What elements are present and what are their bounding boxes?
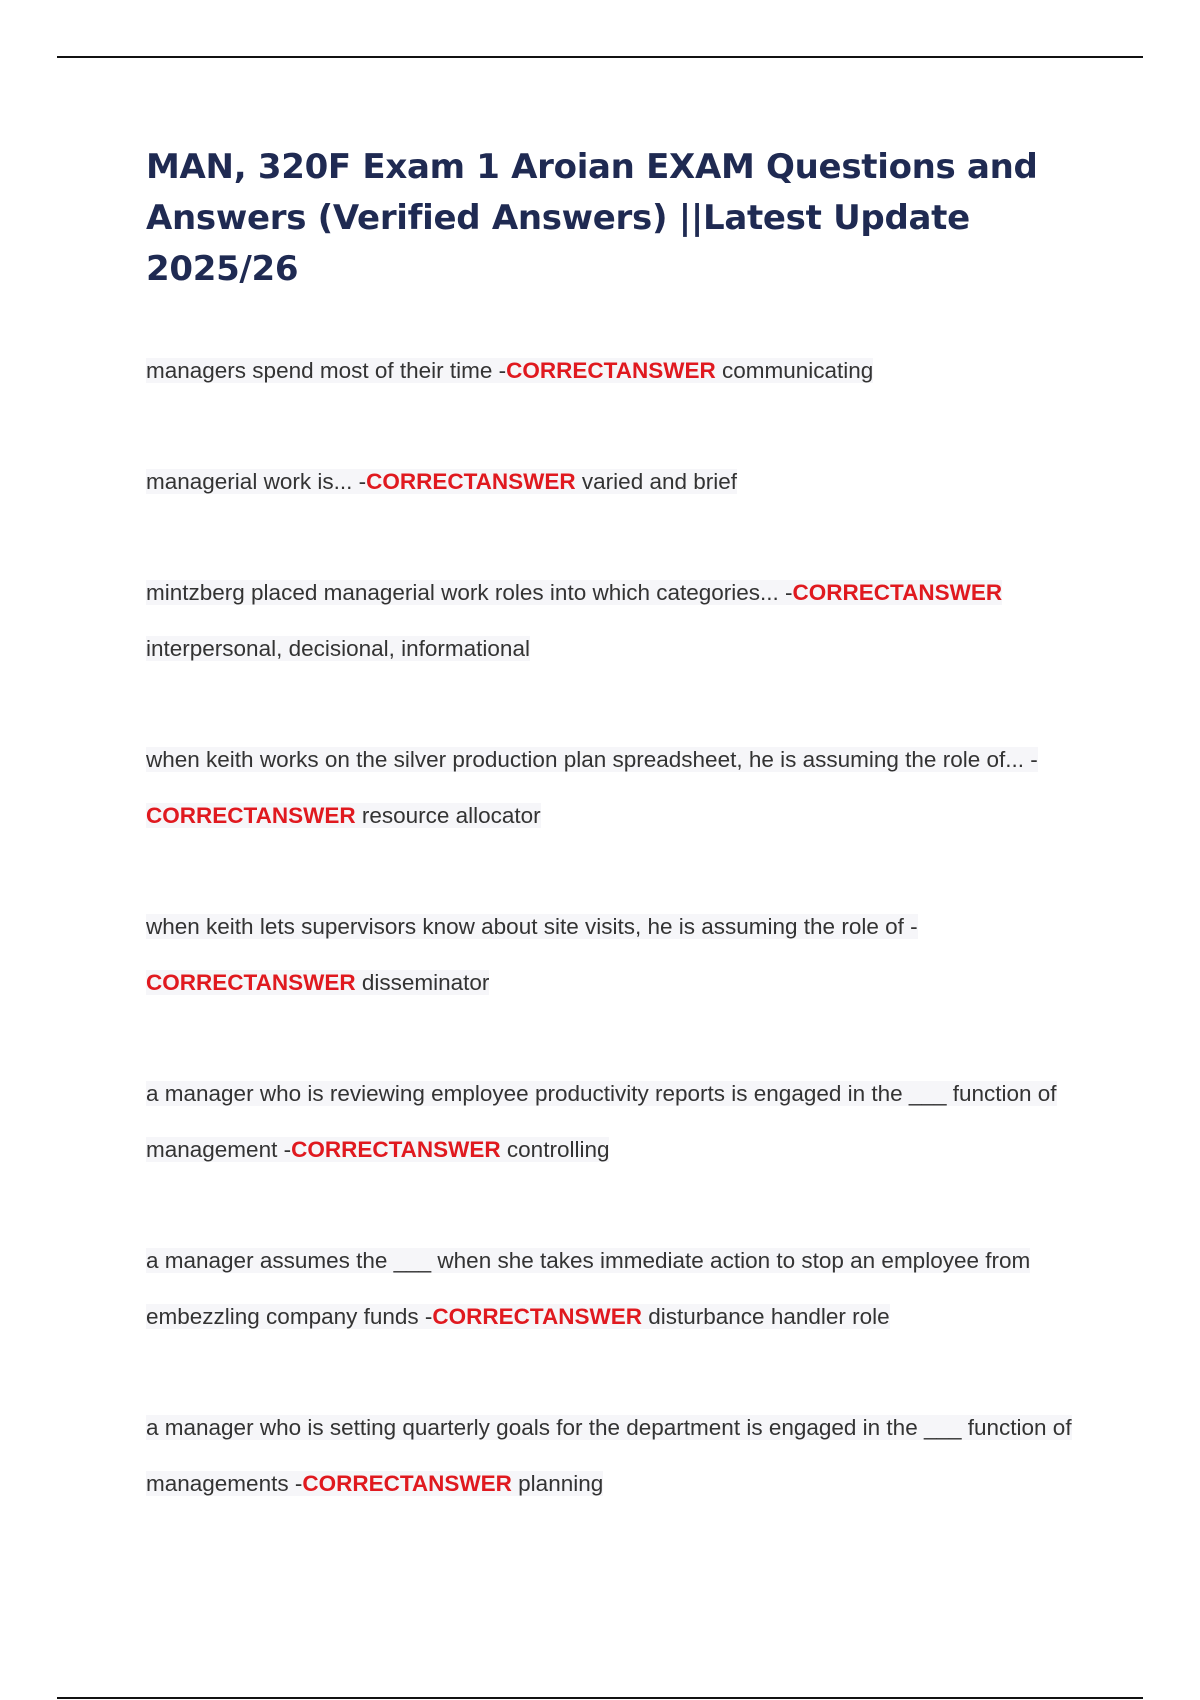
answer-text: varied and brief — [581, 469, 738, 494]
question-text: managerial work is... - — [146, 469, 367, 494]
qa-item — [146, 565, 1086, 677]
question-text: when keith lets supervisors know about site visits, he is assuming the role of - — [146, 914, 918, 939]
question-text: when keith works on the silver production plan spreadsheet, he is assuming the role of... - — [146, 747, 1038, 772]
question-text: a manager who is reviewing employee productivity reports is engaged in the ___ function of management - — [146, 1081, 1057, 1162]
qa-list — [146, 343, 1086, 1512]
qa-item — [146, 899, 1086, 1011]
qa-item — [146, 343, 1086, 399]
question-text: a manager who is setting quarterly goals for the department is engaged in the ___ function of managements - — [146, 1415, 1072, 1496]
correct-answer-tag: CORRECTANSWER — [432, 1304, 642, 1329]
answer-text: disseminator — [361, 970, 490, 995]
top-rule — [57, 56, 1143, 58]
correct-answer-tag: CORRECTANSWER — [366, 469, 576, 494]
document-title: MAN, 320F Exam 1 Aroian EXAM Questions and Answers (Verified Answers) ||Latest Update 2025/26 — [146, 147, 1038, 289]
correct-answer-tag: CORRECTANSWER — [146, 970, 356, 995]
correct-answer-tag: CORRECTANSWER — [792, 580, 1003, 605]
question-text: managers spend most of their time - — [146, 358, 507, 383]
qa-item — [146, 454, 1086, 510]
question-text: a manager assumes the ___ when she takes immediate action to stop an employee from embezzling company funds - — [146, 1248, 1031, 1329]
correct-answer-tag: CORRECTANSWER — [146, 803, 356, 828]
answer-text: resource allocator — [361, 803, 541, 828]
document-body — [146, 142, 1086, 1567]
answer-text: disturbance handler role — [648, 1304, 890, 1329]
answer-text: planning — [518, 1471, 604, 1496]
answer-text: communicating — [722, 358, 874, 383]
question-text: mintzberg placed managerial work roles into which categories... - — [146, 580, 793, 605]
qa-item — [146, 1233, 1086, 1345]
correct-answer-tag: CORRECTANSWER — [506, 358, 716, 383]
qa-item — [146, 732, 1086, 844]
qa-item — [146, 1400, 1086, 1512]
bottom-rule — [57, 1697, 1143, 1699]
answer-text: interpersonal, decisional, informational — [146, 636, 530, 661]
correct-answer-tag: CORRECTANSWER — [302, 1471, 512, 1496]
qa-item — [146, 1066, 1086, 1178]
correct-answer-tag: CORRECTANSWER — [291, 1137, 501, 1162]
answer-text: controlling — [506, 1137, 610, 1162]
